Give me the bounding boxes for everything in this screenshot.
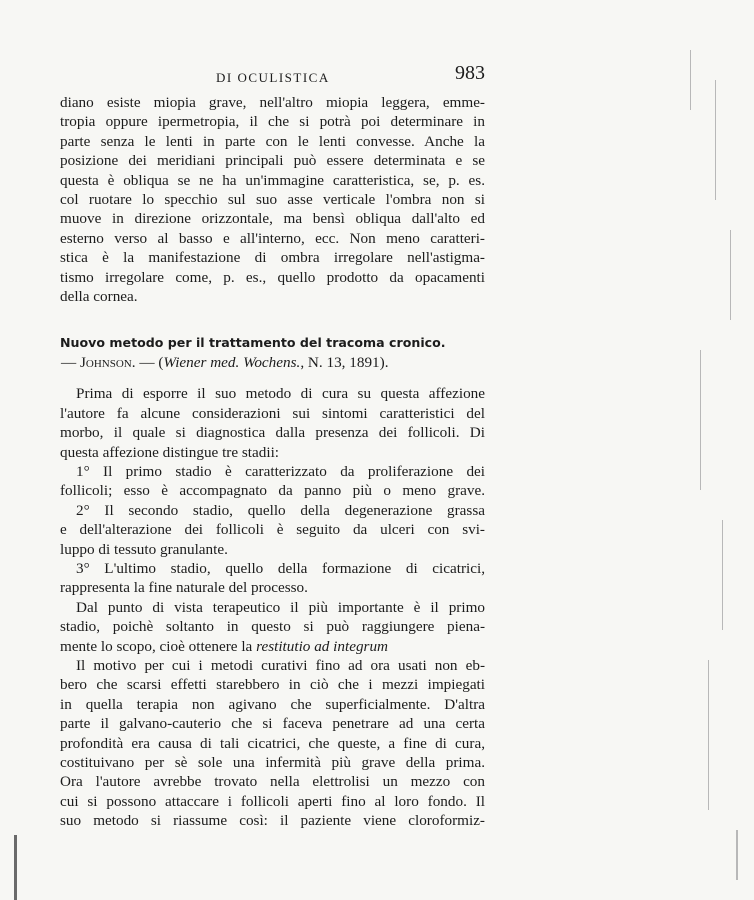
paragraph-method — [60, 656, 485, 831]
text-line: stadio, poichè soltanto in questo si può raggiungere piena- — [60, 618, 485, 636]
text-line: Dal punto di vista terapeutico il più importante è il primo — [76, 598, 485, 616]
text-line: rappresenta la fine naturale del processo. — [60, 579, 308, 597]
text-line: tismo irregolare come, p. es., quello prodotto da opacamenti — [60, 268, 485, 286]
paragraph-stage-2 — [60, 501, 485, 559]
text-line: parte il galvano-cauterio che si faceva penetrare ad una certa — [60, 715, 485, 733]
text-fragment: mente lo scopo, cioè ottenere la — [60, 637, 257, 655]
text-line: profondità era causa di tali cicatrici, che queste, a fine di cura, — [60, 734, 485, 752]
text-line: diano esiste miopia grave, nell'altro miopia leggera, emme- — [60, 94, 485, 111]
text-line: in quella terapia non agivano che superficialmente. D'altra — [60, 695, 485, 713]
paragraph-stage-3 — [60, 559, 485, 598]
citation-mid: . — ( — [131, 353, 164, 371]
text-line: cui si possono attaccare i follicoli aperti fino al loro fondo. Il — [60, 792, 485, 810]
text-line: suo metodo si riassume così: il paziente viene cloroformiz- — [60, 812, 485, 830]
latin-phrase: restitutio ad integrum — [256, 637, 389, 655]
text-line: posizione dei meridiani principali può essere determinata e se — [60, 152, 485, 170]
margin-speck — [722, 520, 723, 630]
page-edge-shadow — [14, 835, 17, 900]
margin-speck — [730, 230, 731, 320]
text-line: della cornea. — [60, 288, 138, 306]
page-number: 983 — [455, 62, 485, 84]
text-line: bero che scarsi effetti starebbero in ciò che i mezzi impiegati — [60, 676, 485, 694]
section-gap — [60, 372, 485, 384]
paragraph-stage-1 — [60, 462, 485, 501]
text-line: l'autore fa alcune considerazioni sui sintomi caratteristici del — [60, 404, 485, 422]
citation-author: Johnson — [79, 353, 132, 371]
text-line: questa affezione distingue tre stadii: — [60, 443, 280, 461]
citation-prefix: — — [61, 353, 80, 371]
article-citation — [60, 353, 485, 372]
text-line: stica è la manifestazione di ombra irregolare nell'astigma- — [60, 249, 485, 267]
text-line: Prima di esporre il suo metodo di cura su questa affezione — [76, 385, 485, 403]
text-line: Ora l'autore avrebbe trovato nella elettrolisi un mezzo con — [60, 773, 485, 791]
section-gap — [60, 306, 485, 333]
margin-speck — [700, 350, 701, 490]
text-line: follicoli; esso è accompagnato da panno più o meno grave. — [60, 482, 485, 500]
article-title: Nuovo metodo per il trattamento del tracoma cronico. — [60, 335, 446, 351]
text-line: luppo di tessuto granulante. — [60, 540, 228, 558]
text-line: 1° Il primo stadio è caratterizzato da proliferazione dei — [76, 462, 485, 480]
text-line: muove in direzione orizzontale, ma bensì obliqua dall'alto ed — [60, 210, 485, 228]
citation-suffix: , N. 13, 1891). — [300, 353, 389, 371]
citation-journal: Wiener med. Wochens. — [163, 353, 301, 371]
text-line: costituivano per sè sole una infermità più grave della prima. — [60, 754, 485, 771]
text-line: col ruotare lo specchio sul suo asse verticale l'ombra non si — [60, 191, 485, 209]
text-line: 3° L'ultimo stadio, quello della formazione di cicatrici, — [76, 559, 485, 577]
bleed-through-margin — [670, 50, 748, 890]
text-line: Il motivo per cui i metodi curativi fino ad ora usati non eb- — [76, 656, 485, 674]
paragraph-astigmatism — [60, 93, 485, 306]
running-title: DI OCULISTICA — [216, 70, 330, 85]
paragraph-therapy — [60, 598, 485, 656]
body-text — [60, 93, 485, 831]
paragraph-intro — [60, 384, 485, 462]
text-line: esterno verso al basso e all'interno, ecc. Non meno caratteri- — [60, 229, 485, 247]
text-line: parte senza le lenti in parte con le lenti convesse. Anche la — [60, 132, 485, 150]
margin-speck — [690, 50, 691, 110]
text-line: e dell'alterazione dei follicoli è seguito da ulceri con svi- — [60, 521, 485, 539]
margin-speck — [708, 660, 709, 810]
text-line: 2° Il secondo stadio, quello della degenerazione grassa — [76, 501, 485, 519]
margin-speck — [715, 80, 716, 200]
text-line: tropia oppure ipermetropia, il che si potrà poi determinare in — [60, 113, 485, 131]
margin-speck — [736, 830, 738, 880]
page-header — [60, 62, 485, 90]
text-line: questa è obliqua se ne ha un'immagine caratteristica, se, p. es. — [60, 171, 485, 189]
text-line: morbo, il quale si diagnostica dalla presenza dei follicoli. Di — [60, 424, 485, 442]
text-line — [60, 637, 485, 656]
